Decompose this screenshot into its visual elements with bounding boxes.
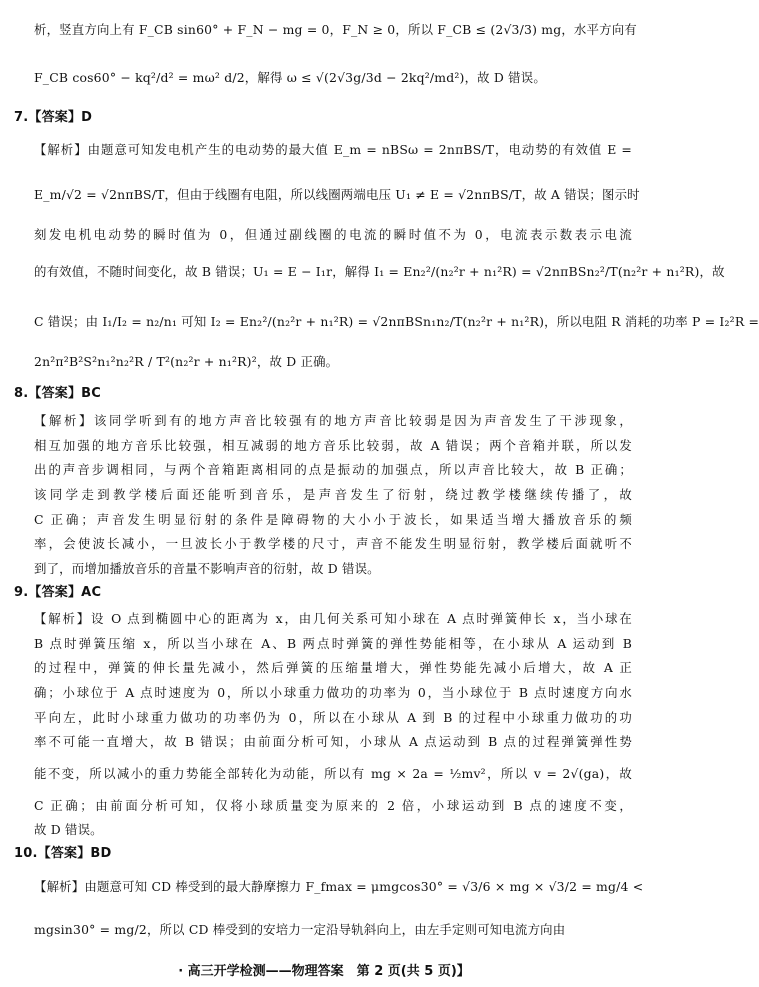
text-line-15: C 正确；声音发生明显衍射的条件是障碍物的大小小于波长，如果适当增大播放音乐的频 bbox=[34, 512, 632, 527]
text-line-23: 平向左，此时小球重力做功的功率仍为 0，所以在小球从 A 到 B 的过程中小球重力做功的功 bbox=[34, 710, 632, 725]
text-line-5: E_m/√2 = √2nπBS/T，但由于线圈有电阻，所以线圈两端电压 U₁ ≠ E = √2nπBS/T，故 A 错误；图示时 bbox=[34, 187, 640, 202]
text-line-27: 故 D 错误。 bbox=[34, 822, 103, 837]
answer-heading-10: 10.【答案】BD bbox=[14, 846, 112, 861]
text-line-1: 析，竖直方向上有 F_CB sin60° + F_N − mg = 0，F_N ≥ 0，所以 F_CB ≤ (2√3/3) mg，水平方向有 bbox=[34, 22, 637, 37]
text-line-21: 的过程中，弹簧的伸长量先减小，然后弹簧的压缩量增大，弹性势能先减小后增大，故 A 正 bbox=[34, 660, 632, 675]
text-line-29: 【解析】由题意可知 CD 棒受到的最大静摩擦力 F_fmax = μmgcos30° = √3/6 × mg × √3/2 = mg/4 < bbox=[34, 879, 644, 894]
text-line-9: 2n²π²B²S²n₁²n₂²R / T²(n₂²r + n₁²R)²，故 D 正确。 bbox=[34, 354, 339, 369]
text-line-20: B 点时弹簧压缩 x，所以当小球在 A、B 两点时弹簧的弹性势能相等，在小球从 A 运动到 B bbox=[34, 636, 632, 651]
text-line-26: C 正确；由前面分析可知，仅将小球质量变为原来的 2 倍，小球运动到 B 点的速度不变， bbox=[34, 798, 632, 813]
answer-heading-9: 9.【答案】AC bbox=[14, 585, 102, 600]
answer-heading-7: 7.【答案】D bbox=[14, 110, 93, 125]
answer-heading-8: 8.【答案】BC bbox=[14, 386, 102, 401]
text-line-17: 到了，而增加播放音乐的音量不影响声音的衍射，故 D 错误。 bbox=[34, 561, 380, 576]
text-line-13: 出的声音步调相同，与两个音箱距离相同的点是振动的加强点，所以声音比较大，故 B 正确； bbox=[34, 462, 632, 477]
text-line-30: mgsin30° = mg/2，所以 CD 棒受到的安培力一定沿导轨斜向上，由左手定则可知电流方向由 bbox=[34, 922, 566, 937]
text-line-2: F_CB cos60° − kq²/d² = mω² d/2，解得 ω ≤ √(2√3g/3d − 2kq²/md²)，故 D 错误。 bbox=[34, 70, 546, 85]
text-line-12: 相互加强的地方音乐比较强，相互减弱的地方音乐比较弱，故 A 错误；两个音箱并联，所以发 bbox=[34, 438, 632, 453]
text-line-19: 【解析】设 O 点到椭圆中心的距离为 x，由几何关系可知小球在 A 点时弹簧伸长 x，当小球在 bbox=[34, 611, 632, 626]
page-footer: · 高三开学检测——物理答案 第 2 页(共 5 页)】 bbox=[178, 964, 470, 979]
text-line-6: 刻发电机电动势的瞬时值为 0，但通过副线圈的电流的瞬时值不为 0，电流表示数表示电流 bbox=[34, 227, 632, 242]
text-line-16: 率，会使波长减小，一旦波长小于教学楼的尺寸，声音不能发生明显衍射，教学楼后面就听不 bbox=[34, 536, 632, 551]
text-line-24: 率不可能一直增大，故 B 错误；由前面分析可知，小球从 A 点运动到 B 点的过程弹簧弹性势 bbox=[34, 734, 632, 749]
text-line-4: 【解析】由题意可知发电机产生的电动势的最大值 E_m = nBSω = 2nπBS/T，电动势的有效值 E = bbox=[34, 142, 632, 157]
text-line-8: C 错误；由 I₁/I₂ = n₂/n₁ 可知 I₂ = En₂²/(n₂²r + n₁²R) = √2nπBSn₁n₂/T(n₂²r + n₁²R)，所以电阻 R 消耗的功率 P = I₂²R = bbox=[34, 314, 759, 329]
text-line-14: 该同学走到教学楼后面还能听到音乐，是声音发生了衍射，绕过教学楼继续传播了，故 bbox=[34, 487, 632, 502]
text-line-11: 【解析】该同学听到有的地方声音比较强有的地方声音比较弱是因为声音发生了干涉现象， bbox=[34, 413, 632, 428]
text-line-25: 能不变，所以减小的重力势能全部转化为动能，所以有 mg × 2a = ½mv²，所以 v = 2√(ga)，故 bbox=[34, 766, 632, 781]
text-line-7: 的有效值，不随时间变化，故 B 错误；U₁ = E − I₁r，解得 I₁ = En₂²/(n₂²r + n₁²R) = √2nπBSn₂²/T(n₂²r + n₁²R)，故 bbox=[34, 264, 725, 279]
text-line-22: 确；小球位于 A 点时速度为 0，所以小球重力做功的功率为 0，当小球位于 B 点时速度方向水 bbox=[34, 685, 632, 700]
